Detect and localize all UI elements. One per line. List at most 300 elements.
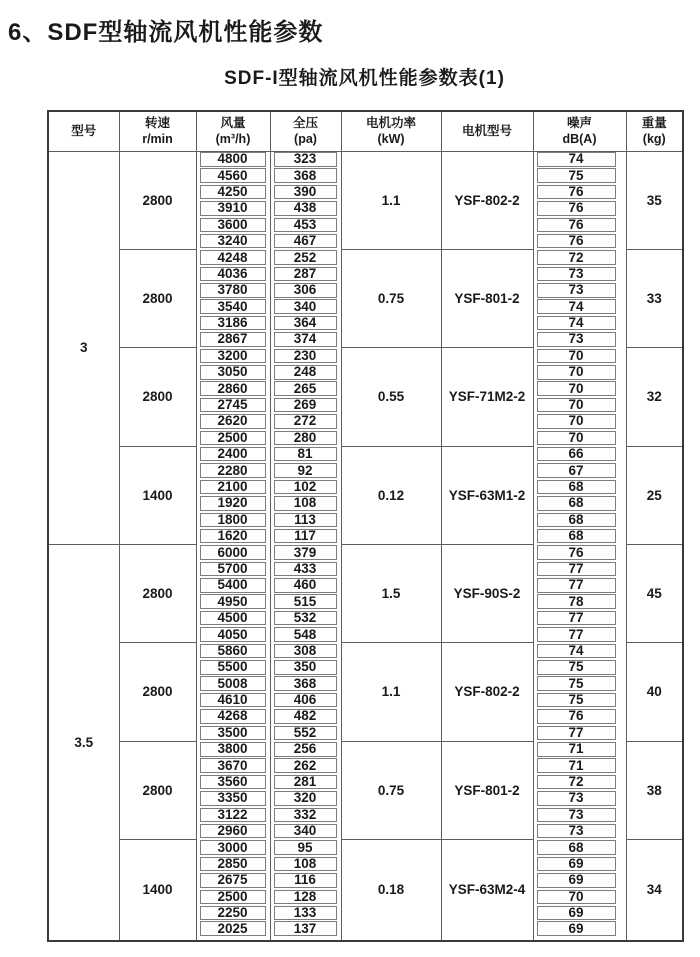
noise-cell-value: 76 xyxy=(537,234,616,249)
volume-cell xyxy=(196,708,270,724)
volume-cell-value: 4250 xyxy=(200,185,266,200)
noise-cell xyxy=(533,430,626,446)
motor-cell: YSF-802-2 xyxy=(441,643,533,741)
weight-cell: 33 xyxy=(626,249,683,347)
motor-cell: YSF-801-2 xyxy=(441,741,533,839)
noise-cell xyxy=(533,561,626,577)
volume-cell xyxy=(196,528,270,544)
volume-cell xyxy=(196,430,270,446)
volume-cell xyxy=(196,200,270,216)
noise-cell xyxy=(533,856,626,872)
noise-cell-value: 73 xyxy=(537,283,616,298)
speed-cell: 1400 xyxy=(119,446,196,544)
speed-cell: 2800 xyxy=(119,151,196,249)
power-cell: 1.5 xyxy=(341,544,441,642)
pressure-cell-value: 515 xyxy=(274,594,337,609)
volume-cell xyxy=(196,774,270,790)
volume-cell-value: 4036 xyxy=(200,267,266,282)
table-row xyxy=(48,249,683,265)
volume-cell xyxy=(196,725,270,741)
pressure-cell xyxy=(270,872,341,888)
header-power: 电机功率 (kW) xyxy=(341,111,441,151)
noise-cell-value: 73 xyxy=(537,824,616,839)
volume-cell xyxy=(196,151,270,167)
pressure-cell-value: 467 xyxy=(274,234,337,249)
volume-cell xyxy=(196,757,270,773)
model-cell: 3 xyxy=(48,151,119,544)
speed-cell: 2800 xyxy=(119,348,196,446)
noise-cell xyxy=(533,774,626,790)
pressure-cell-value: 272 xyxy=(274,414,337,429)
pressure-cell xyxy=(270,249,341,265)
volume-cell xyxy=(196,282,270,298)
pressure-cell-value: 95 xyxy=(274,840,337,855)
weight-cell: 38 xyxy=(626,741,683,839)
pressure-cell-value: 262 xyxy=(274,758,337,773)
volume-cell-value: 4268 xyxy=(200,709,266,724)
motor-cell: YSF-802-2 xyxy=(441,151,533,249)
volume-cell-value: 2100 xyxy=(200,480,266,495)
pressure-cell xyxy=(270,348,341,364)
noise-cell xyxy=(533,331,626,347)
pressure-cell-value: 340 xyxy=(274,824,337,839)
pressure-cell-value: 280 xyxy=(274,431,337,446)
weight-cell: 35 xyxy=(626,151,683,249)
speed-cell: 2800 xyxy=(119,544,196,642)
table-row xyxy=(48,348,683,364)
volume-cell xyxy=(196,790,270,806)
volume-cell xyxy=(196,676,270,692)
noise-cell-value: 73 xyxy=(537,808,616,823)
noise-cell xyxy=(533,217,626,233)
volume-cell xyxy=(196,643,270,659)
power-cell: 1.1 xyxy=(341,151,441,249)
pressure-cell-value: 230 xyxy=(274,349,337,364)
noise-cell xyxy=(533,528,626,544)
noise-cell xyxy=(533,200,626,216)
volume-cell xyxy=(196,839,270,855)
noise-cell xyxy=(533,462,626,478)
header-speed: 转速 r/min xyxy=(119,111,196,151)
pressure-cell xyxy=(270,299,341,315)
volume-cell xyxy=(196,446,270,462)
noise-cell-value: 69 xyxy=(537,906,616,921)
pressure-cell-value: 252 xyxy=(274,250,337,265)
pressure-cell xyxy=(270,561,341,577)
pressure-cell xyxy=(270,905,341,921)
noise-cell-value: 70 xyxy=(537,349,616,364)
volume-cell-value: 3560 xyxy=(200,775,266,790)
volume-cell-value: 2500 xyxy=(200,431,266,446)
noise-cell xyxy=(533,348,626,364)
volume-cell-value: 3240 xyxy=(200,234,266,249)
table-subtitle: SDF-I型轴流风机性能参数表(1) xyxy=(224,68,505,89)
pressure-cell xyxy=(270,528,341,544)
pressure-cell-value: 320 xyxy=(274,791,337,806)
pressure-cell xyxy=(270,823,341,839)
noise-cell xyxy=(533,446,626,462)
volume-cell xyxy=(196,692,270,708)
noise-cell-value: 70 xyxy=(537,365,616,380)
volume-cell-value: 5700 xyxy=(200,562,266,577)
noise-cell-value: 68 xyxy=(537,496,616,511)
pressure-cell xyxy=(270,233,341,249)
fan-performance-table xyxy=(47,110,684,942)
volume-cell-value: 5500 xyxy=(200,660,266,675)
weight-cell: 34 xyxy=(626,839,683,940)
noise-cell xyxy=(533,659,626,675)
volume-cell xyxy=(196,348,270,364)
volume-cell xyxy=(196,479,270,495)
header-weight: 重量 (kg) xyxy=(626,111,683,151)
volume-cell-value: 3000 xyxy=(200,840,266,855)
noise-cell xyxy=(533,364,626,380)
pressure-cell xyxy=(270,200,341,216)
volume-cell-value: 2025 xyxy=(200,921,266,936)
pressure-cell xyxy=(270,839,341,855)
noise-cell-value: 71 xyxy=(537,758,616,773)
volume-cell-value: 4560 xyxy=(200,168,266,183)
noise-cell xyxy=(533,594,626,610)
noise-cell xyxy=(533,397,626,413)
volume-cell-value: 4800 xyxy=(200,152,266,167)
pressure-cell-value: 133 xyxy=(274,906,337,921)
volume-cell-value: 1800 xyxy=(200,513,266,528)
noise-cell xyxy=(533,577,626,593)
pressure-cell xyxy=(270,266,341,282)
header-model: 型号 xyxy=(48,111,119,151)
page-title: 6、SDF型轴流风机性能参数 xyxy=(8,19,324,46)
noise-cell xyxy=(533,413,626,429)
motor-cell: YSF-801-2 xyxy=(441,249,533,347)
speed-cell: 2800 xyxy=(119,249,196,347)
volume-cell-value: 5860 xyxy=(200,644,266,659)
noise-cell-value: 76 xyxy=(537,201,616,216)
pressure-cell xyxy=(270,151,341,167)
noise-cell-value: 77 xyxy=(537,578,616,593)
power-cell: 0.75 xyxy=(341,741,441,839)
volume-cell-value: 4248 xyxy=(200,250,266,265)
weight-cell: 32 xyxy=(626,348,683,446)
speed-cell: 1400 xyxy=(119,839,196,940)
pressure-cell-value: 379 xyxy=(274,545,337,560)
noise-cell-value: 75 xyxy=(537,168,616,183)
volume-cell-value: 2500 xyxy=(200,890,266,905)
noise-cell xyxy=(533,676,626,692)
noise-cell-value: 69 xyxy=(537,857,616,872)
noise-cell-value: 70 xyxy=(537,398,616,413)
speed-cell: 2800 xyxy=(119,643,196,741)
pressure-cell xyxy=(270,184,341,200)
volume-cell-value: 3122 xyxy=(200,808,266,823)
noise-cell xyxy=(533,167,626,183)
pressure-cell-value: 108 xyxy=(274,857,337,872)
pressure-cell xyxy=(270,659,341,675)
weight-cell: 40 xyxy=(626,643,683,741)
pressure-cell xyxy=(270,217,341,233)
volume-cell-value: 3600 xyxy=(200,218,266,233)
volume-cell-value: 2250 xyxy=(200,906,266,921)
pressure-cell xyxy=(270,725,341,741)
pressure-cell-value: 269 xyxy=(274,398,337,413)
volume-cell-value: 2867 xyxy=(200,332,266,347)
noise-cell xyxy=(533,708,626,724)
noise-cell-value: 69 xyxy=(537,873,616,888)
pressure-cell-value: 548 xyxy=(274,627,337,642)
volume-cell-value: 3500 xyxy=(200,726,266,741)
volume-cell-value: 3540 xyxy=(200,299,266,314)
pressure-cell xyxy=(270,282,341,298)
pressure-cell-value: 102 xyxy=(274,480,337,495)
volume-cell xyxy=(196,380,270,396)
pressure-cell xyxy=(270,856,341,872)
power-cell: 0.55 xyxy=(341,348,441,446)
noise-cell-value: 76 xyxy=(537,218,616,233)
pressure-cell-value: 350 xyxy=(274,660,337,675)
volume-cell xyxy=(196,577,270,593)
noise-cell xyxy=(533,741,626,757)
pressure-cell-value: 116 xyxy=(274,873,337,888)
volume-cell-value: 3200 xyxy=(200,349,266,364)
volume-cell-value: 3670 xyxy=(200,758,266,773)
noise-cell-value: 78 xyxy=(537,594,616,609)
volume-cell xyxy=(196,331,270,347)
noise-cell-value: 67 xyxy=(537,463,616,478)
speed-cell: 2800 xyxy=(119,741,196,839)
volume-cell-value: 3910 xyxy=(200,201,266,216)
pressure-cell xyxy=(270,643,341,659)
power-cell: 0.12 xyxy=(341,446,441,544)
noise-cell-value: 75 xyxy=(537,660,616,675)
volume-cell-value: 1920 xyxy=(200,496,266,511)
pressure-cell-value: 364 xyxy=(274,316,337,331)
noise-cell xyxy=(533,905,626,921)
noise-cell-value: 70 xyxy=(537,890,616,905)
volume-cell-value: 2620 xyxy=(200,414,266,429)
pressure-cell-value: 368 xyxy=(274,168,337,183)
pressure-cell-value: 532 xyxy=(274,611,337,626)
pressure-cell xyxy=(270,512,341,528)
noise-cell xyxy=(533,495,626,511)
pressure-cell xyxy=(270,544,341,560)
noise-cell-value: 73 xyxy=(537,267,616,282)
noise-cell-value: 75 xyxy=(537,693,616,708)
pressure-cell-value: 117 xyxy=(274,529,337,544)
pressure-cell-value: 438 xyxy=(274,201,337,216)
noise-cell xyxy=(533,610,626,626)
pressure-cell-value: 137 xyxy=(274,921,337,936)
pressure-cell-value: 265 xyxy=(274,381,337,396)
pressure-cell-value: 81 xyxy=(274,447,337,462)
noise-cell-value: 77 xyxy=(537,627,616,642)
table-header xyxy=(48,111,683,151)
volume-cell-value: 6000 xyxy=(200,545,266,560)
volume-cell-value: 4050 xyxy=(200,627,266,642)
volume-cell xyxy=(196,823,270,839)
motor-cell: YSF-71M2-2 xyxy=(441,348,533,446)
pressure-cell xyxy=(270,807,341,823)
pressure-cell xyxy=(270,577,341,593)
table-row xyxy=(48,741,683,757)
noise-cell xyxy=(533,790,626,806)
noise-cell xyxy=(533,725,626,741)
noise-cell-value: 77 xyxy=(537,611,616,626)
pressure-cell xyxy=(270,380,341,396)
table-row xyxy=(48,151,683,167)
volume-cell xyxy=(196,299,270,315)
pressure-cell xyxy=(270,774,341,790)
volume-cell-value: 2400 xyxy=(200,447,266,462)
volume-cell-value: 4610 xyxy=(200,693,266,708)
pressure-cell xyxy=(270,462,341,478)
noise-cell xyxy=(533,807,626,823)
volume-cell xyxy=(196,807,270,823)
volume-cell-value: 3186 xyxy=(200,316,266,331)
header-row xyxy=(48,111,683,151)
volume-cell-value: 2675 xyxy=(200,873,266,888)
noise-cell xyxy=(533,282,626,298)
noise-cell xyxy=(533,249,626,265)
volume-cell xyxy=(196,561,270,577)
pressure-cell-value: 453 xyxy=(274,218,337,233)
noise-cell xyxy=(533,626,626,642)
pressure-cell-value: 306 xyxy=(274,283,337,298)
volume-cell-value: 5400 xyxy=(200,578,266,593)
noise-cell xyxy=(533,512,626,528)
noise-cell xyxy=(533,479,626,495)
noise-cell-value: 73 xyxy=(537,791,616,806)
table-row xyxy=(48,446,683,462)
volume-cell xyxy=(196,889,270,905)
noise-cell xyxy=(533,151,626,167)
noise-cell xyxy=(533,872,626,888)
pressure-cell xyxy=(270,364,341,380)
noise-cell xyxy=(533,889,626,905)
pressure-cell xyxy=(270,790,341,806)
volume-cell-value: 2745 xyxy=(200,398,266,413)
noise-cell-value: 66 xyxy=(537,447,616,462)
noise-cell-value: 68 xyxy=(537,840,616,855)
pressure-cell-value: 482 xyxy=(274,709,337,724)
volume-cell-value: 2280 xyxy=(200,463,266,478)
pressure-cell-value: 308 xyxy=(274,644,337,659)
pressure-cell-value: 406 xyxy=(274,693,337,708)
pressure-cell xyxy=(270,921,341,941)
header-motor: 电机型号 xyxy=(441,111,533,151)
table-row xyxy=(48,839,683,855)
pressure-cell xyxy=(270,479,341,495)
volume-cell xyxy=(196,249,270,265)
noise-cell-value: 74 xyxy=(537,644,616,659)
noise-cell xyxy=(533,266,626,282)
pressure-cell-value: 332 xyxy=(274,808,337,823)
motor-cell: YSF-63M2-4 xyxy=(441,839,533,940)
noise-cell-value: 73 xyxy=(537,332,616,347)
pressure-cell xyxy=(270,331,341,347)
noise-cell-value: 70 xyxy=(537,381,616,396)
pressure-cell xyxy=(270,610,341,626)
noise-cell-value: 77 xyxy=(537,726,616,741)
pressure-cell-value: 460 xyxy=(274,578,337,593)
noise-cell xyxy=(533,823,626,839)
volume-cell-value: 2960 xyxy=(200,824,266,839)
volume-cell xyxy=(196,167,270,183)
pressure-cell-value: 433 xyxy=(274,562,337,577)
noise-cell xyxy=(533,380,626,396)
volume-cell-value: 2860 xyxy=(200,381,266,396)
volume-cell xyxy=(196,315,270,331)
noise-cell-value: 76 xyxy=(537,545,616,560)
volume-cell-value: 3050 xyxy=(200,365,266,380)
motor-cell: YSF-63M1-2 xyxy=(441,446,533,544)
volume-cell xyxy=(196,217,270,233)
pressure-cell xyxy=(270,626,341,642)
pressure-cell-value: 552 xyxy=(274,726,337,741)
pressure-cell xyxy=(270,676,341,692)
noise-cell-value: 71 xyxy=(537,742,616,757)
volume-cell-value: 2850 xyxy=(200,857,266,872)
volume-cell xyxy=(196,495,270,511)
noise-cell xyxy=(533,921,626,941)
volume-cell xyxy=(196,626,270,642)
table-row xyxy=(48,544,683,560)
volume-cell xyxy=(196,266,270,282)
volume-cell-value: 3800 xyxy=(200,742,266,757)
noise-cell-value: 74 xyxy=(537,152,616,167)
volume-cell xyxy=(196,364,270,380)
pressure-cell-value: 128 xyxy=(274,890,337,905)
noise-cell-value: 70 xyxy=(537,431,616,446)
noise-cell-value: 72 xyxy=(537,775,616,790)
pressure-cell xyxy=(270,741,341,757)
volume-cell xyxy=(196,594,270,610)
volume-cell xyxy=(196,905,270,921)
pressure-cell-value: 256 xyxy=(274,742,337,757)
pressure-cell-value: 340 xyxy=(274,299,337,314)
noise-cell xyxy=(533,839,626,855)
pressure-cell-value: 368 xyxy=(274,676,337,691)
pressure-cell-value: 287 xyxy=(274,267,337,282)
pressure-cell-value: 281 xyxy=(274,775,337,790)
noise-cell-value: 72 xyxy=(537,250,616,265)
volume-cell xyxy=(196,921,270,941)
table-row xyxy=(48,643,683,659)
noise-cell xyxy=(533,184,626,200)
volume-cell xyxy=(196,872,270,888)
pressure-cell xyxy=(270,692,341,708)
pressure-cell-value: 92 xyxy=(274,463,337,478)
pressure-cell xyxy=(270,397,341,413)
power-cell: 0.75 xyxy=(341,249,441,347)
power-cell: 0.18 xyxy=(341,839,441,940)
noise-cell xyxy=(533,233,626,249)
pressure-cell-value: 323 xyxy=(274,152,337,167)
noise-cell xyxy=(533,757,626,773)
volume-cell xyxy=(196,233,270,249)
volume-cell xyxy=(196,856,270,872)
noise-cell-value: 74 xyxy=(537,299,616,314)
volume-cell xyxy=(196,413,270,429)
noise-cell-value: 77 xyxy=(537,562,616,577)
pressure-cell xyxy=(270,413,341,429)
header-pressure: 全压 (pa) xyxy=(270,111,341,151)
pressure-cell xyxy=(270,889,341,905)
pressure-cell xyxy=(270,167,341,183)
weight-cell: 25 xyxy=(626,446,683,544)
motor-cell: YSF-90S-2 xyxy=(441,544,533,642)
noise-cell-value: 68 xyxy=(537,480,616,495)
power-cell: 1.1 xyxy=(341,643,441,741)
